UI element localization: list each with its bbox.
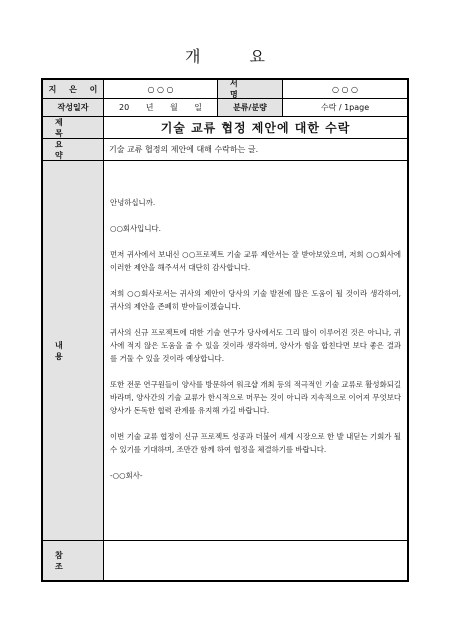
author-row [43,80,407,98]
subject-label: 제 목 [43,117,104,138]
subject-row [43,116,407,138]
reference-value[interactable] [104,541,407,580]
content-body[interactable] [104,161,407,540]
document-title: 개 요 [185,47,287,66]
paragraph-signoff: -○○회사- [110,471,143,480]
reference-row [43,540,407,580]
date-row [43,98,407,116]
paragraph-company: ○○회사입니다. [110,224,161,233]
reference-label: 참 조 [43,541,104,580]
paragraph-exchange: 또한 전문 연구원들이 양사를 방문하여 워크샵 개최 등의 적극적인 기술 교류로 활성화되길 바라며, 양사간의 기술 교류가 한시적으로 머무는 것이 아니라 지속적으로 이어져 무엇보다 양사가 돈독한 협력 관계를 유지해 가길 바랍니다. [110,380,401,415]
category-label: 분류/분량 [217,99,283,116]
summary-label: 요 약 [43,139,104,160]
overview-form [41,78,409,582]
author-label: 지 은 이 [43,80,104,98]
content-label: 내 용 [43,161,104,540]
date-label: 작성일자 [43,99,104,116]
subject-value[interactable]: 기술 교류 협정 제안에 대한 수락 [160,121,351,135]
author-value[interactable]: ○ ○ ○ [147,84,174,94]
signature-label: 서 명 [217,80,283,98]
signature-value[interactable]: ○ ○ ○ [331,84,359,94]
paragraph-closing: 이번 기술 교류 협정이 신규 프로젝트 성공과 더불어 세계 시장으로 한 발 내딛는 기회가 될 수 있기를 기대하며, 조만간 함께 하여 협정을 체결하기를 바랍니다. [110,432,401,454]
paragraph-thanks: 먼저 귀사에서 보내신 ○○프로젝트 기술 교류 제안서는 잘 받아보았으며, 저희 ○○회사에 이러한 제안을 해주셔서 대단히 감사합니다. [110,250,401,272]
date-value[interactable]: 20 년 월 일 [119,103,202,112]
paragraph-acceptance: 저희 ○○회사로서는 귀사의 제안이 당사의 기술 발전에 많은 도움이 될 것이라 생각하여, 귀사의 제안을 존폐히 받아들이겠습니다. [110,289,401,311]
content-row [43,160,407,540]
paragraph-greeting: 안녕하십니까. [110,198,156,207]
paragraph-research: 귀사의 신규 프로젝트에 대한 기술 연구가 당사에서도 그리 많이 이루어진 것은 아니나, 귀사에 적지 않은 도움을 줄 수 있을 것이라 생각하며, 양사가 힘을 합친다면 보다 좋은 결과를 거둘 수 있을 것이라 예상합니다. [110,328,401,363]
summary-row [43,138,407,160]
category-value[interactable]: 수락 / 1page [320,103,370,112]
summary-value[interactable]: 기술 교류 협정의 제안에 대해 수락하는 글. [109,145,259,154]
